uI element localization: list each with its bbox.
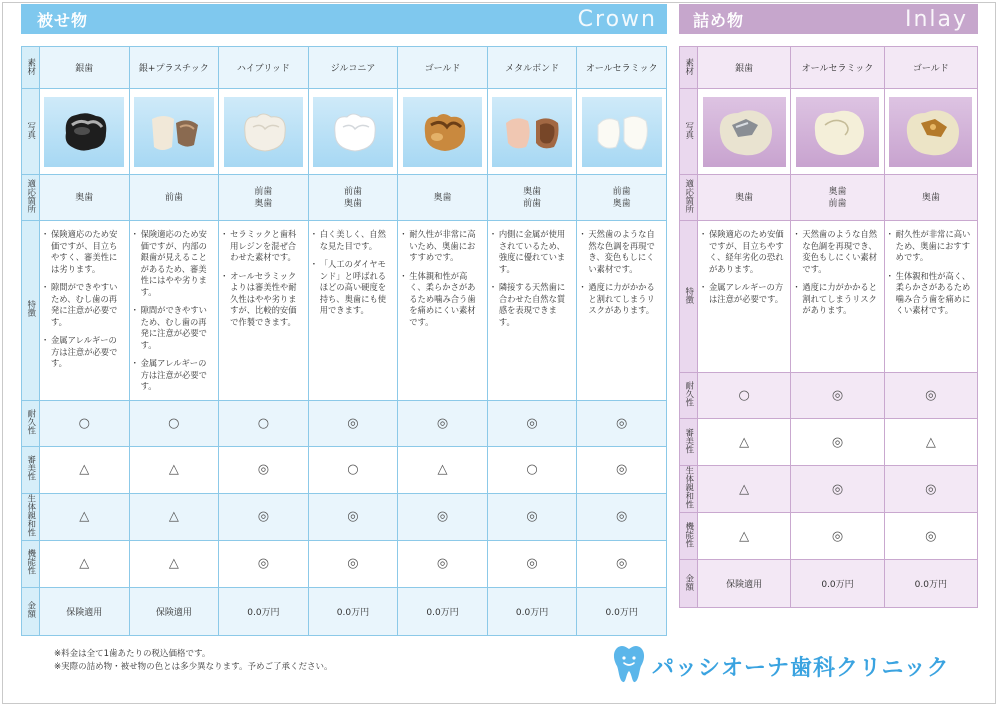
crown-title: 被せ物 <box>37 10 89 30</box>
inlay-row-feature <box>680 221 978 373</box>
rating-symbol: ○ <box>526 462 538 477</box>
tooth-photo <box>313 97 393 167</box>
feature-item: ・ 保険適応のため安価ですが、目立ちやすく、審美性には劣ります。 <box>44 229 125 275</box>
rating-cell <box>698 466 791 513</box>
row-label-text: 特徴 <box>25 300 36 318</box>
tooth-photo <box>582 97 662 167</box>
rating-symbol: ◎ <box>436 509 449 524</box>
rating-symbol: ○ <box>78 415 90 431</box>
applicable-area: 前歯 <box>129 175 219 221</box>
rating-cell <box>219 446 309 493</box>
rating-cell <box>219 493 309 540</box>
rating-cell <box>487 493 577 540</box>
material-name: ハイブリッド <box>219 47 309 89</box>
rating-cell <box>219 400 309 446</box>
footnote-price: ※料金は全て1歯あたりの税込価格です。 <box>54 649 211 659</box>
row-label-text: 特徴 <box>683 286 694 304</box>
feature-item: ・ 生体親和性が高く、柔らかさがあるため噛み合う歯を痛めにくい素材です。 <box>889 271 973 317</box>
rating-cell <box>398 493 488 540</box>
tooth-photo <box>134 97 214 167</box>
row-label-text: 適応箇所 <box>25 179 36 213</box>
feature-item: ・ 生体親和性が高く、柔らかさがあるため噛み合う歯を痛めにくい素材です。 <box>402 271 483 329</box>
material-name: ジルコニア <box>308 47 398 89</box>
rating-cell <box>40 446 130 493</box>
feature-cell <box>40 221 130 401</box>
feature-cell <box>487 221 577 401</box>
rating-cell <box>398 400 488 446</box>
material-photo-cell <box>40 89 130 175</box>
row-label-area <box>680 175 698 221</box>
row-label-aesthetics <box>22 446 40 493</box>
rating-cell <box>129 400 219 446</box>
crown-title-en: Crown <box>577 6 657 32</box>
row-label-durability <box>680 373 698 419</box>
tooth-photo <box>403 97 483 167</box>
rating-cell <box>791 373 884 419</box>
rating-cell <box>698 419 791 466</box>
tooth-photo <box>703 97 786 167</box>
material-photo-cell <box>219 89 309 175</box>
rating-symbol: ○ <box>168 415 180 431</box>
rating-cell <box>791 466 884 513</box>
row-label-text: 審美性 <box>683 427 694 454</box>
inlay-row-price <box>680 560 978 608</box>
material-name: メタルボンド <box>487 47 577 89</box>
applicable-area: 奥歯 前歯 <box>791 175 884 221</box>
rating-symbol: ◎ <box>526 415 538 431</box>
row-label-biocompat <box>22 493 40 540</box>
rating-symbol: ○ <box>738 388 750 403</box>
rating-cell <box>577 446 667 493</box>
price-value: 保険適用 <box>40 587 130 635</box>
rating-symbol: ◎ <box>925 481 937 497</box>
rating-cell <box>40 493 130 540</box>
crown-row-price <box>22 587 667 635</box>
rating-symbol: ◎ <box>257 556 270 571</box>
feature-item: ・ オールセラミックよりは審美性や耐久性はやや劣りますが、比較的安価で作製できます。 <box>223 271 304 329</box>
inlay-comparison-table <box>679 46 978 608</box>
rating-cell <box>884 419 977 466</box>
rating-symbol: ◎ <box>616 509 628 524</box>
rating-cell <box>308 400 398 446</box>
crown-row-photo <box>22 89 667 175</box>
rating-cell <box>487 540 577 587</box>
row-label-material <box>22 47 40 89</box>
row-label-text: 機能性 <box>25 549 36 575</box>
applicable-area: 奥歯 前歯 <box>487 175 577 221</box>
footnote-color: ※実際の詰め物・被せ物の色とは多少異なります。予めご了承ください。 <box>54 662 333 672</box>
row-label-text: 素材 <box>25 57 36 75</box>
feature-item: ・ 天然歯のような自然な色調を再現でき、変色もしにくい素材です。 <box>795 229 879 275</box>
row-label-durability <box>22 400 40 446</box>
rating-symbol: ○ <box>347 462 359 477</box>
tooth-photo <box>44 97 124 167</box>
crown-row-function <box>22 540 667 587</box>
row-label-text: 金額 <box>25 601 36 618</box>
rating-cell <box>884 373 977 419</box>
feature-cell <box>308 221 398 401</box>
row-label-text: 耐久性 <box>683 381 694 407</box>
inlay-row-material <box>680 47 978 89</box>
tooth-photo <box>889 97 972 167</box>
inlay-title-en: Inlay <box>904 6 968 32</box>
rating-cell <box>129 540 219 587</box>
inlay-row-biocompat <box>680 466 978 513</box>
rating-symbol: △ <box>168 556 179 571</box>
feature-item: ・ 過度に力がかかると割れてしまうリスクがあります。 <box>581 282 662 317</box>
feature-item: ・ 保険適応のため安価ですが、内部の銀歯が見えることがあるため、審美性にはやや劣ります。 <box>134 229 215 298</box>
feature-cell <box>129 221 219 401</box>
inlay-row-function <box>680 513 978 560</box>
rating-cell <box>577 493 667 540</box>
row-label-text: 金額 <box>683 573 694 591</box>
rating-symbol: △ <box>168 509 179 524</box>
applicable-area: 奥歯 <box>40 175 130 221</box>
material-photo-cell <box>698 89 791 175</box>
crown-comparison-table <box>21 46 667 636</box>
clinic-logo <box>612 644 950 688</box>
rating-cell <box>398 540 488 587</box>
clinic-name: パッシオーナ歯科クリニック <box>652 655 950 681</box>
applicable-area: 奥歯 <box>398 175 488 221</box>
price-value: 保険適用 <box>698 560 791 608</box>
row-label-text: 機能性 <box>683 521 694 548</box>
material-name: ゴールド <box>398 47 488 89</box>
row-label-biocompat <box>680 466 698 513</box>
feature-item: ・ 隙間ができやすいため、むし歯の再発に注意が必要です。 <box>44 282 125 328</box>
rating-symbol: ◎ <box>831 434 844 450</box>
rating-cell <box>398 446 488 493</box>
crown-row-aesthetics <box>22 446 667 493</box>
feature-item: ・ 金属アレルギーの方は注意が必要です。 <box>702 282 786 305</box>
material-photo-cell <box>398 89 488 175</box>
rating-symbol: ◎ <box>616 556 628 571</box>
feature-item: ・ 内側に金属が使用されているため、強度に優れています。 <box>492 229 573 275</box>
price-value: 0.0万円 <box>308 587 398 635</box>
rating-symbol: △ <box>79 556 90 571</box>
rating-cell <box>308 540 398 587</box>
rating-cell <box>884 513 977 560</box>
crown-row-material <box>22 47 667 89</box>
applicable-area: 前歯 奥歯 <box>577 175 667 221</box>
crown-header <box>21 4 667 34</box>
row-label-function <box>680 513 698 560</box>
tooth-icon <box>612 644 646 688</box>
feature-item: ・ 白く美しく、自然な見た目です。 <box>313 229 394 252</box>
rating-symbol: ◎ <box>436 556 449 571</box>
row-label-price <box>22 587 40 635</box>
material-photo-cell <box>308 89 398 175</box>
feature-item: ・ 耐久性が非常に高いため、奥歯におすすめです。 <box>889 229 973 264</box>
price-value: 0.0万円 <box>219 587 309 635</box>
price-value: 0.0万円 <box>577 587 667 635</box>
rating-cell <box>791 419 884 466</box>
row-label-function <box>22 540 40 587</box>
rating-cell <box>791 513 884 560</box>
rating-symbol: ◎ <box>616 462 628 477</box>
price-value: 0.0万円 <box>884 560 977 608</box>
rating-symbol: ◎ <box>347 415 359 431</box>
applicable-area: 前歯 奥歯 <box>308 175 398 221</box>
rating-symbol: △ <box>739 528 750 544</box>
rating-symbol: ◎ <box>831 481 844 497</box>
row-label-photo <box>22 89 40 175</box>
rating-symbol: ◎ <box>526 509 538 524</box>
tooth-photo <box>796 97 879 167</box>
rating-cell <box>129 446 219 493</box>
rating-cell <box>698 513 791 560</box>
feature-item: ・ 天然歯のような自然な色調を再現でき、変色もしにくい素材です。 <box>581 229 662 275</box>
crown-row-durability <box>22 400 667 446</box>
rating-symbol: ◎ <box>257 509 270 524</box>
rating-cell <box>308 493 398 540</box>
inlay-title: 詰め物 <box>693 10 745 30</box>
material-name: 銀+プラスチック <box>129 47 219 89</box>
rating-cell <box>577 540 667 587</box>
crown-row-area <box>22 175 667 221</box>
row-label-text: 耐久性 <box>25 408 36 435</box>
price-value: 0.0万円 <box>398 587 488 635</box>
rating-symbol: ◎ <box>616 415 628 431</box>
rating-cell <box>698 373 791 419</box>
crown-row-biocompat <box>22 493 667 540</box>
rating-symbol: △ <box>925 434 936 450</box>
rating-cell <box>884 466 977 513</box>
rating-symbol: ◎ <box>257 462 270 477</box>
row-label-text: 適応箇所 <box>683 179 694 213</box>
rating-symbol: ◎ <box>925 388 937 403</box>
feature-item: ・ 耐久性が非常に高いため、奥歯におすすめです。 <box>402 229 483 264</box>
rating-cell <box>219 540 309 587</box>
price-value: 0.0万円 <box>487 587 577 635</box>
inlay-row-photo <box>680 89 978 175</box>
rating-symbol: △ <box>79 509 90 524</box>
rating-cell <box>40 540 130 587</box>
feature-cell <box>577 221 667 401</box>
rating-symbol: ◎ <box>347 509 359 524</box>
feature-item: ・ 過度に力がかかると割れてしまうリスクがあります。 <box>795 282 879 317</box>
rating-cell <box>487 446 577 493</box>
material-name: オールセラミック <box>577 47 667 89</box>
row-label-photo <box>680 89 698 175</box>
feature-item: ・ セラミックと歯科用レジンを混ぜ合わせた素材です。 <box>223 229 304 264</box>
rating-symbol: ◎ <box>526 556 538 571</box>
material-name: ゴールド <box>884 47 977 89</box>
rating-symbol: ◎ <box>925 528 937 544</box>
inlay-row-durability <box>680 373 978 419</box>
row-label-aesthetics <box>680 419 698 466</box>
feature-item: ・ 隙間ができやすいため、むし歯の再発に注意が必要です。 <box>134 305 215 351</box>
material-photo-cell <box>791 89 884 175</box>
tooth-photo <box>492 97 572 167</box>
feature-item: ・ 金属アレルギーの方は注意が必要です。 <box>134 358 215 393</box>
material-name: オールセラミック <box>791 47 884 89</box>
feature-item: ・ 隣接する天然歯に合わせた自然な質感を表現できます。 <box>492 282 573 328</box>
feature-cell <box>398 221 488 401</box>
rating-symbol: △ <box>79 462 90 477</box>
rating-symbol: △ <box>437 462 448 477</box>
feature-item: ・ 「人工のダイヤモンド」と呼ばれるほどの高い硬度を持ち、奥歯にも使用できます。 <box>313 259 394 317</box>
row-label-price <box>680 560 698 608</box>
crown-row-feature <box>22 221 667 401</box>
rating-symbol: △ <box>739 434 750 450</box>
row-label-text: 写真 <box>25 121 36 139</box>
rating-symbol: ◎ <box>347 556 359 571</box>
inlay-row-aesthetics <box>680 419 978 466</box>
feature-cell <box>791 221 884 373</box>
rating-cell <box>129 493 219 540</box>
rating-symbol: △ <box>739 481 750 497</box>
price-value: 0.0万円 <box>791 560 884 608</box>
rating-symbol: ◎ <box>436 415 449 431</box>
feature-item: ・ 金属アレルギーの方は注意が必要です。 <box>44 335 125 370</box>
material-photo-cell <box>487 89 577 175</box>
applicable-area: 前歯 奥歯 <box>219 175 309 221</box>
row-label-text: 写真 <box>683 121 694 139</box>
material-name: 銀歯 <box>698 47 791 89</box>
feature-item: ・ 保険適応のため安価ですが、目立ちやすく、経年劣化の恐れがあります。 <box>702 229 786 275</box>
applicable-area: 奥歯 <box>698 175 791 221</box>
row-label-text: 生体親和性 <box>25 493 36 537</box>
feature-cell <box>884 221 977 373</box>
row-label-text: 素材 <box>683 57 694 75</box>
material-photo-cell <box>129 89 219 175</box>
rating-cell <box>40 400 130 446</box>
rating-cell <box>487 400 577 446</box>
inlay-row-area <box>680 175 978 221</box>
rating-cell <box>308 446 398 493</box>
row-label-material <box>680 47 698 89</box>
rating-symbol: ◎ <box>831 388 844 403</box>
tooth-photo <box>224 97 304 167</box>
feature-cell <box>698 221 791 373</box>
material-photo-cell <box>577 89 667 175</box>
applicable-area: 奥歯 <box>884 175 977 221</box>
rating-cell <box>577 400 667 446</box>
row-label-text: 審美性 <box>25 455 36 481</box>
material-name: 銀歯 <box>40 47 130 89</box>
footnotes <box>54 648 332 674</box>
row-label-feature <box>22 221 40 401</box>
price-value: 保険適用 <box>129 587 219 635</box>
rating-symbol: ◎ <box>831 528 844 544</box>
rating-symbol: △ <box>168 462 179 477</box>
inlay-header <box>679 4 978 34</box>
row-label-area <box>22 175 40 221</box>
feature-cell <box>219 221 309 401</box>
material-photo-cell <box>884 89 977 175</box>
row-label-feature <box>680 221 698 373</box>
row-label-text: 生体親和性 <box>683 466 694 509</box>
rating-symbol: ○ <box>257 415 270 431</box>
